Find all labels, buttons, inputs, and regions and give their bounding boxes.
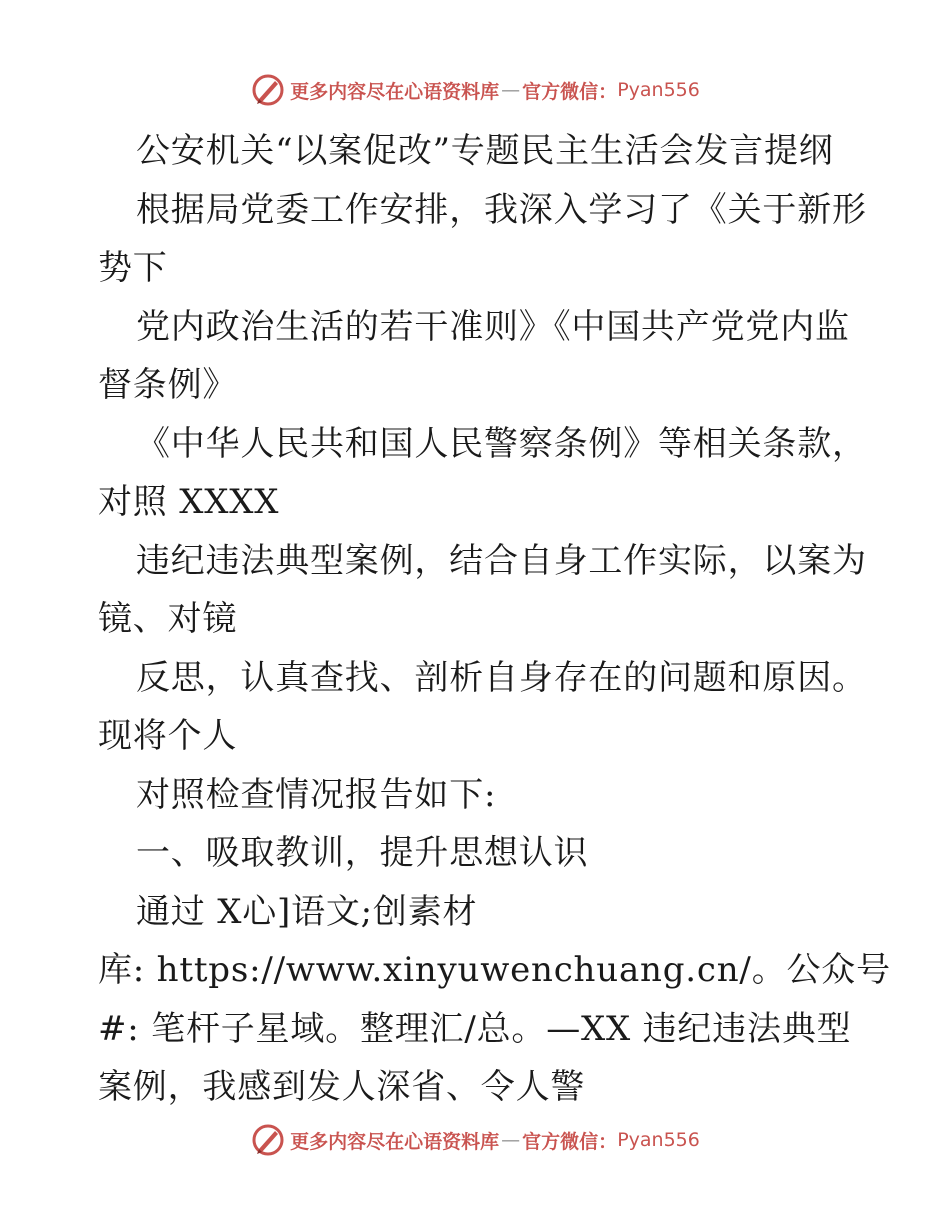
watermark-footer [0,1120,950,1160]
watermark-wechat-label: 官方微信： [522,80,618,103]
document-body [98,122,891,1117]
document-line: 案例，我感到发人深省、令人警 [98,1067,586,1107]
watermark-header [0,70,950,110]
document-line: 现将个人 [98,716,238,756]
watermark-title: 更多内容尽在心语资料库 [290,80,500,103]
document-line: 对照检查情况报告如下: [136,774,497,815]
document-line: 公安机关“以案促改”专题民主生活会发言提纲 [136,131,834,171]
document-line: 反思，认真查找、剖析自身存在的问题和原因。 [136,657,867,698]
pen-logo-icon [250,72,286,108]
watermark-wechat-label: 官方微信： [522,1130,618,1153]
pen-logo-icon [250,1122,286,1158]
watermark-title: 更多内容尽在心语资料库 [290,1130,500,1153]
document-line: 党内政治生活的若干准则》《中国共产党党内监 [136,306,850,347]
document-line: 一、吸取教训，提升思想认识 [136,833,589,873]
watermark-separator: — [501,79,521,101]
document-line: 《中华人民共和国人民警察条例》等相关条款， [136,423,867,464]
document-line: 镜、对镜 [98,599,238,639]
document-line: 督条例》 [98,365,238,405]
watermark-wechat-id: Pyan556 [617,1129,700,1151]
document-line: 势下 [98,248,168,288]
document-line: 根据局党委工作安排，我深入学习了《关于新形 [136,189,867,230]
watermark-wechat-id: Pyan556 [617,79,700,101]
document-line: 违纪违法典型案例，结合自身工作实际，以案为 [136,540,867,581]
document-line: 通过 X心]语文;创素材 [136,891,478,932]
document-line: 库: https://www.xinyuwenchuang.cn/。公众号 [98,950,891,990]
watermark-separator: — [501,1129,521,1151]
document-line: 对照 XXXX [98,482,280,522]
document-line: #: 笔杆子星域。整理汇/总。—XX 违纪违法典型 [98,1008,852,1049]
